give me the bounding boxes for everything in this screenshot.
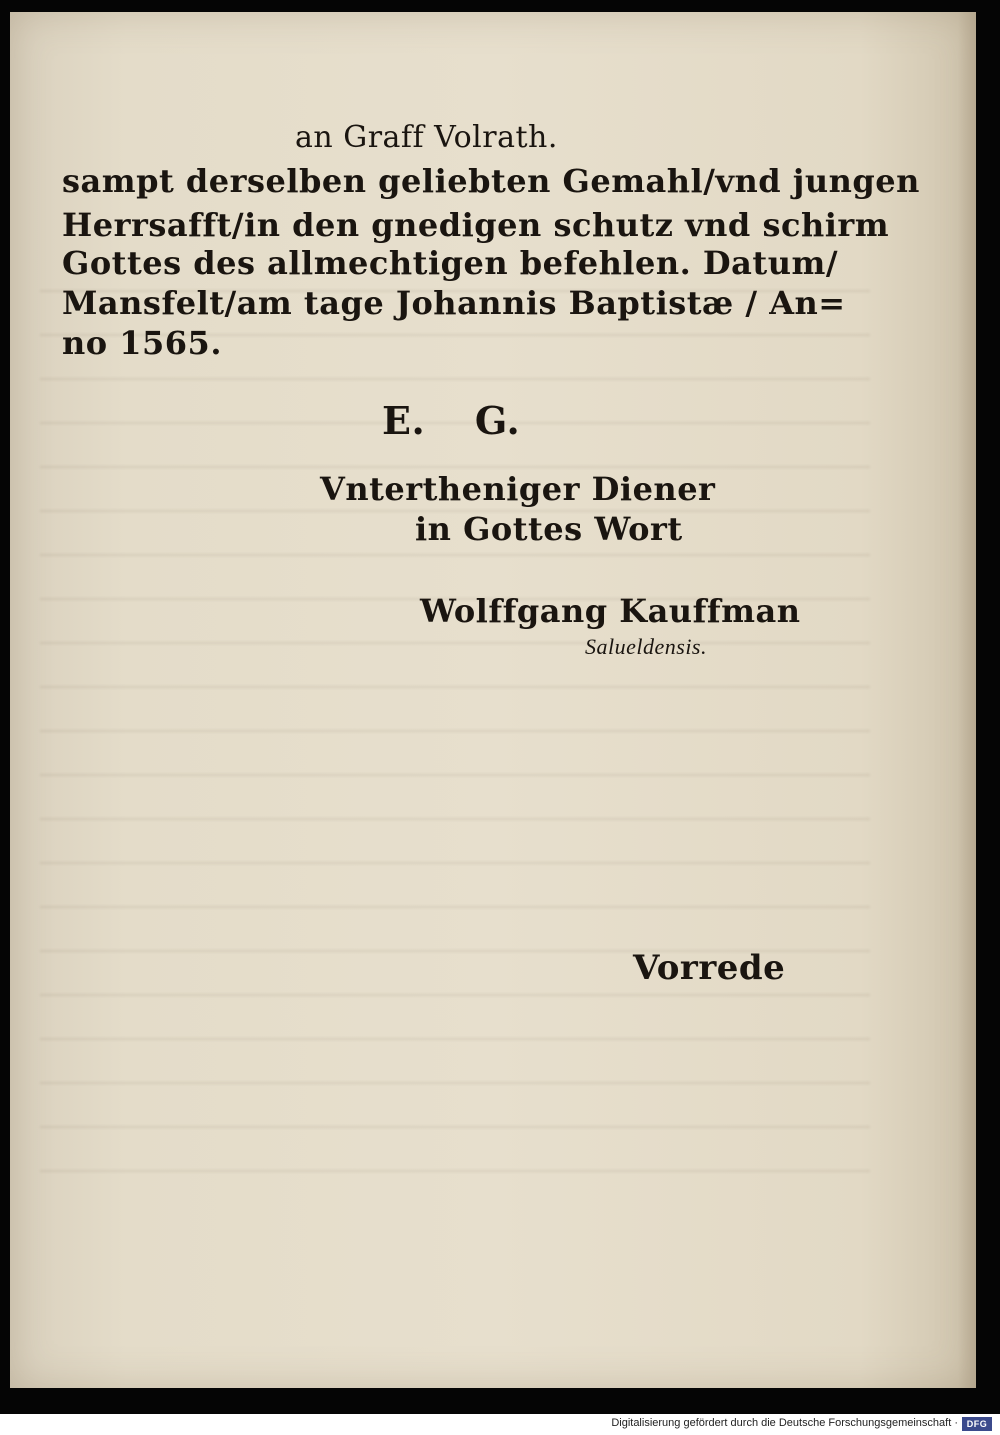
body-line: Herrsafft/in den gnedigen schutz vnd schirm: [62, 206, 890, 244]
dfg-logo-icon: DFG: [962, 1417, 992, 1431]
salutation-initials: E. G.: [382, 398, 521, 443]
body-line: no 1565.: [62, 324, 222, 362]
footer-bar: [0, 1414, 1000, 1435]
catchword: Vorrede: [633, 948, 786, 988]
running-head: an Graff Volrath.: [295, 120, 558, 155]
body-line: Mansfelt/am tage Johannis Baptistæ / An=: [62, 284, 846, 322]
funding-credit: Digitalisierung gefördert durch die Deutsche Forschungsgemeinschaft ·: [611, 1417, 958, 1429]
page-edge: [958, 12, 976, 1388]
body-line: Gottes des allmechtigen befehlen. Datum/: [62, 244, 838, 282]
author-origin: Salueldensis.: [585, 634, 707, 659]
book-page: [10, 12, 976, 1388]
closing-line: in Gottes Wort: [415, 510, 683, 548]
author-name: Wolffgang Kauffman: [420, 592, 801, 630]
closing-line: Vntertheniger Diener: [320, 470, 716, 508]
body-line: sampt derselben geliebten Gemahl/vnd jungen: [62, 162, 920, 200]
